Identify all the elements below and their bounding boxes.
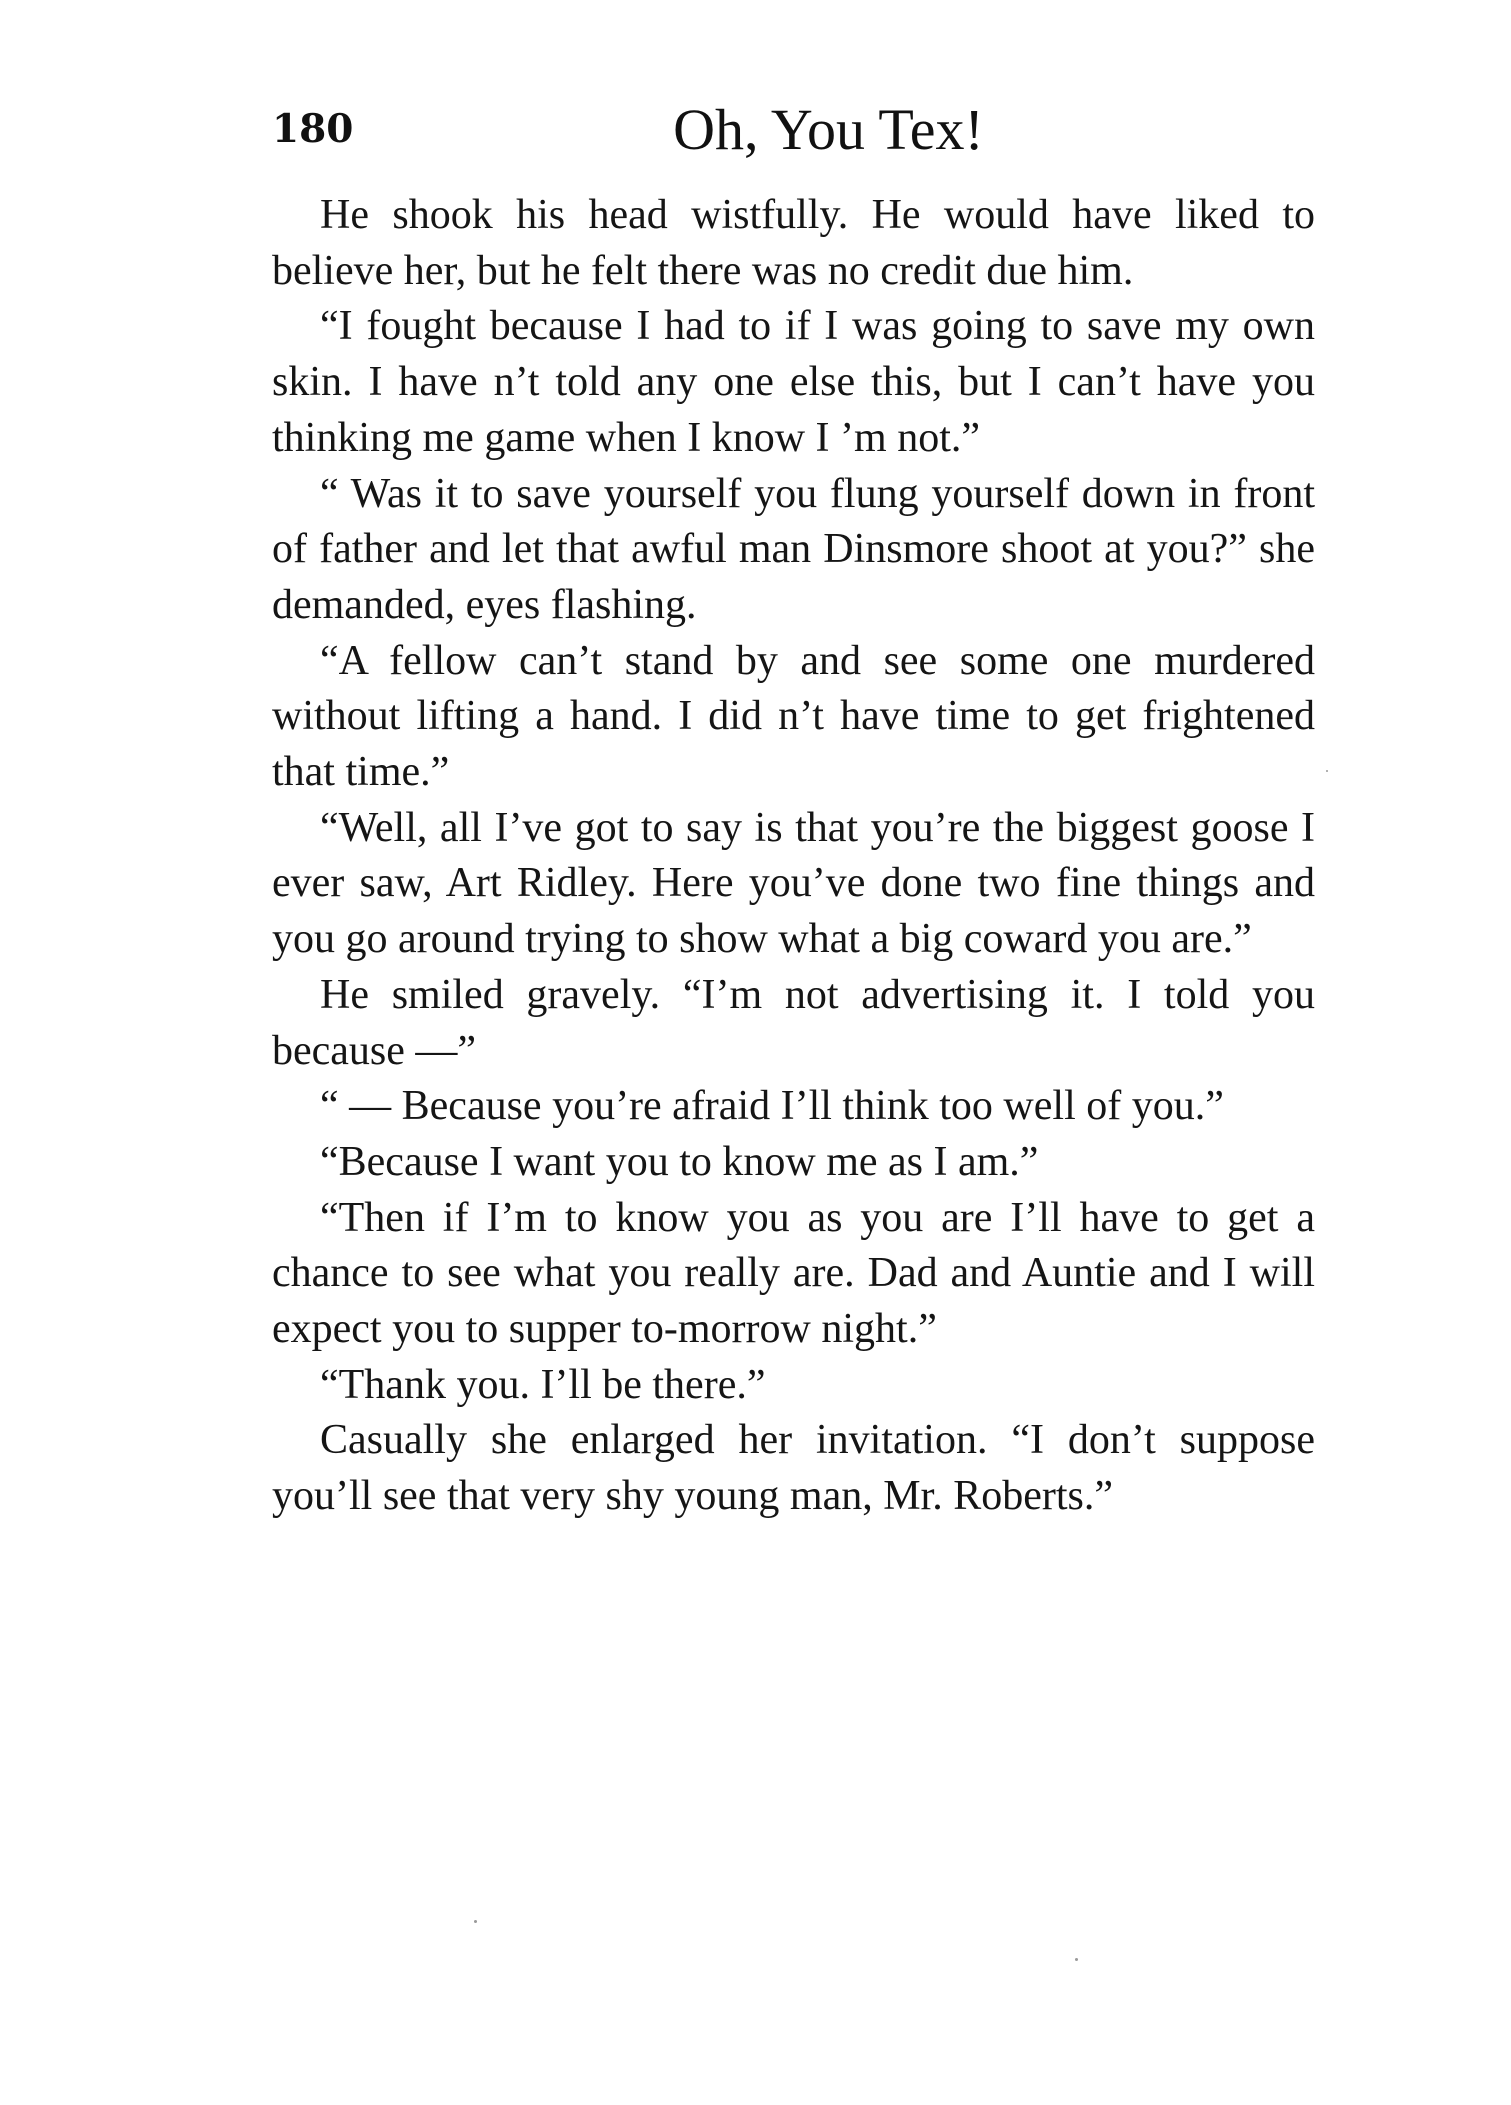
body-text: [272, 188, 1315, 1525]
running-head: [272, 96, 1315, 176]
book-title: Oh, You Tex!: [673, 97, 984, 162]
paragraph: “ — Because you’re afraid I’ll think too well of you.”: [320, 1083, 1224, 1130]
paragraph: “ Was it to save yourself you flung yourself down in front of father and let that awful man Dinsmore shoot at you?” she demanded, eyes flashing.: [272, 470, 1315, 628]
paragraph: He shook his head wistfully. He would have liked to believe her, but he felt there was no credit due him.: [272, 192, 1315, 294]
paper-speck: [1075, 1958, 1078, 1961]
paragraph: “Because I want you to know me as I am.”: [320, 1138, 1039, 1185]
paragraph: He smiled gravely. “I’m not advertising it. I told you because —”: [272, 971, 1315, 1074]
paragraph: “Then if I’m to know you as you are I’ll have to get a chance to see what you really are. Dad and Auntie and I will expect you to supper to-morrow night.”: [272, 1194, 1315, 1353]
paragraph: “Well, all I’ve got to say is that you’re the biggest goose I ever saw, Art Ridley. Here you’ve done two fine things and you go around trying to show what a big coward you are.”: [272, 804, 1315, 963]
paragraph: “I fought because I had to if I was going to save my own skin. I have n’t told any one else this, but I can’t have you thinking me game when I know I ’m not.”: [272, 303, 1315, 461]
paragraph: “A fellow can’t stand by and see some one murdered without lifting a hand. I did n’t have time to get frightened that time.”: [272, 637, 1315, 796]
paragraph: “Thank you. I’ll be there.”: [320, 1361, 766, 1408]
paper-speck: [474, 1920, 477, 1923]
page-number: 180: [272, 106, 354, 152]
paragraph: Casually she enlarged her invitation. “I don’t suppose you’ll see that very shy young man, Mr. Roberts.”: [272, 1417, 1315, 1520]
paper-speck: [1326, 770, 1328, 772]
